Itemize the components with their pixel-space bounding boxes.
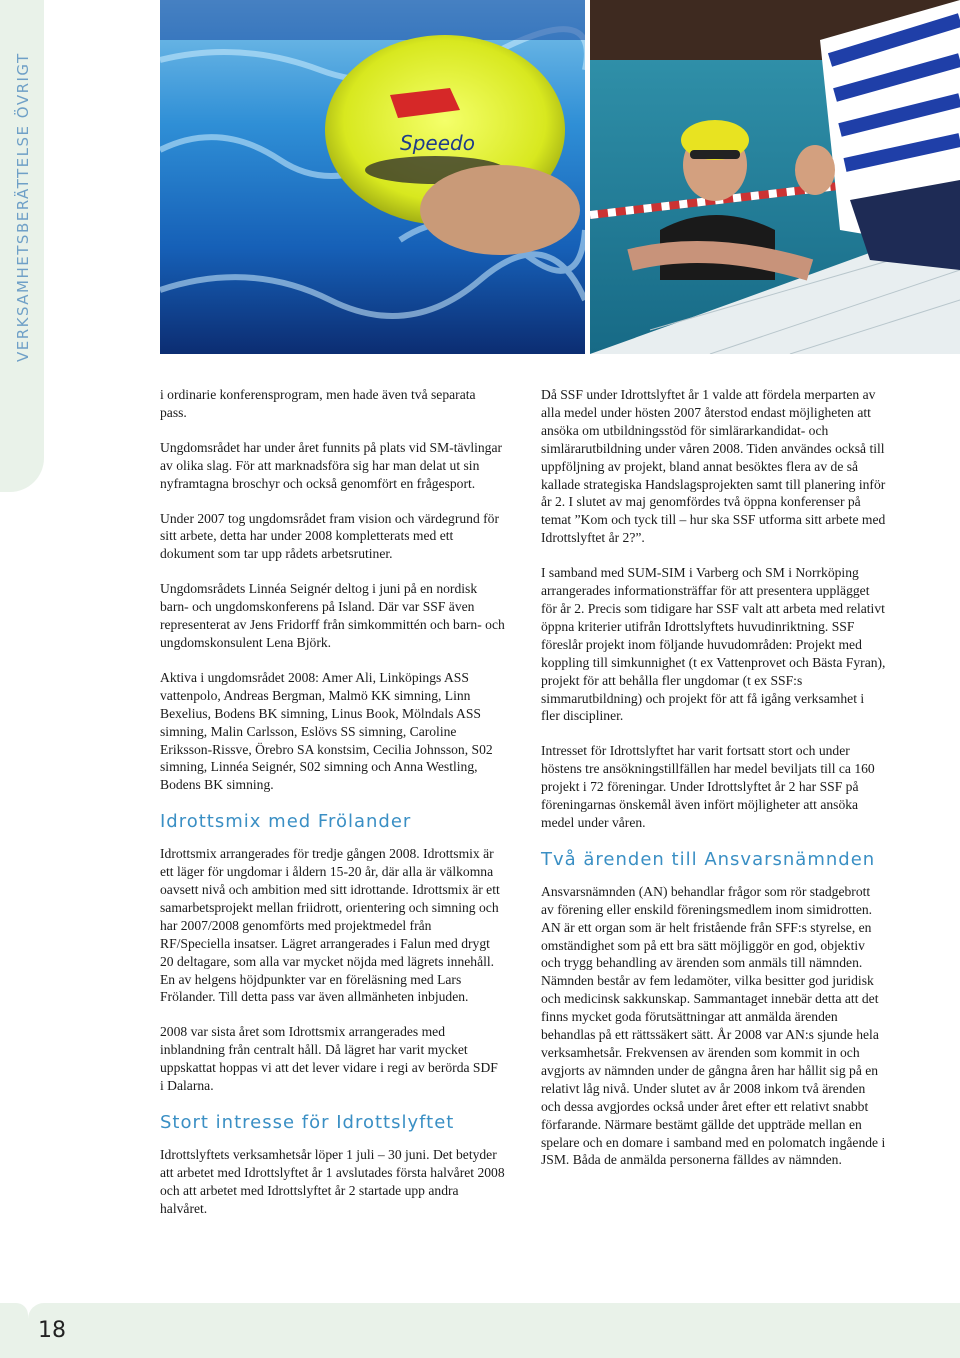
paragraph: Intresset för Idrottslyftet har varit fortsatt stort och under höstens tre ansökningstillfällen har medel beviljats till ca 160 projekt i 72 föreningar. Under Idrottslyftet år 2 har SSF på föreningarnas önskemål även infört möjligheter att ansöka medel under våren. <box>541 743 875 830</box>
paragraph: Då SSF under Idrottslyftet år 1 valde att fördela merparten av alla medel under hösten 2007 återstod endast möjligheten att ansöka om utbildningsstöd för simlärarkandidat- och simlärarutbildning under våren 2008. Tiden användes också till uppföljning av projekt, bland annat besöktes flera av de så kallade strategiska Handslagsprojekten samt till planering inför år 2. I slutet av maj genomfördes två öppna konferenser på temat ”Kom och tyck till – hur ska SSF utforma sitt arbete med Idrottslyftet år 2?”. <box>541 387 886 546</box>
footer-strip <box>28 1303 960 1358</box>
page-number: 18 <box>38 1318 66 1343</box>
right-column <box>541 386 886 1186</box>
paragraph: Ansvarsnämnden (AN) behandlar frågor som rör stadgebrott av förening eller enskild föreningsmedlem inom simidrotten. AN är ett organ som är helt fristående från SFF:s styrelse, en omständighet som på ett bra sätt möjliggör en god, objektiv och trygg behandling av ärenden som anmäls till nämnden. Nämnden består av fem ledamöter, vilka besitter god juridisk och medicinsk sakkunskap. Sammantaget innebär detta att det finns mycket goda förutsättningar att anmälda ärenden behandlas på ett rättssäkert sätt. År 2008 var AN:s sjunde hela verksamhetsår. Frekvensen av ärenden som kommit in och avgjorts av nämnden under de gångna åren har hållit sig på en relativt låg nivå. Under slutet av år 2008 inkom två ärenden och dessa avgjordes också under året efter ett relativt snabbt förfarande. Närmare bestämt gällde det uppträde mellan en spelare och en domare i samband med en polomatch ingående i JSM. Båda de anmälda personerna fälldes av nämnden. <box>541 883 886 1168</box>
footer-tab <box>0 1303 28 1358</box>
paragraph: Aktiva i ungdomsrådet 2008: Amer Ali, Linköpings ASS vattenpolo, Andreas Bergman, Malmö KK simning, Linn Bexelius, Bodens BK simning, Linus Book, Mölndals ASS simning, Malin Carlsson, Eslövs SS simning, Caroline Eriksson-Rissve, Örebro SA konstsim, Cecilia Johnsson, S02 simning, Linnéa Seignér, S02 simning och Anna Westling, Bodens BK simning. <box>160 669 493 793</box>
paragraph: I samband med SUM-SIM i Varberg och SM i Norrköping arrangerades informationsträffar för att presentera upplägget för år 2. Precis som tidigare har SSF valt att arbeta med relativt öppna kriterier utifrån Idrottslyftets huvudinriktning. SSF föreslår projekt inom följande huvudområden: Projekt med koppling till simkunnighet (t ex Vattenprovet och Bästa Fyran), projekt för att behålla fler ungdomar (t ex SSF:s simmarutbildning) och projekt för att få igång verksamhet i fler discipliner. <box>541 565 886 724</box>
cap-brand-text: Speedo <box>400 131 475 155</box>
poolside-photo <box>590 0 960 354</box>
section-label: VERKSAMHETSBERÄTTELSE ÖVRIGT <box>14 52 32 362</box>
heading-ansvarsnamnden: Två ärenden till Ansvarsnämnden <box>541 848 876 870</box>
paragraph: Ungdomsrådet har under året funnits på plats vid SM-tävlingar av olika slag. För att marknadsföra sig har man delat ut sin nyframtagna broschyr och också genomfört en frågesport. <box>160 439 503 491</box>
paragraph: Ungdomsrådets Linnéa Seignér deltog i juni på en nordisk barn- och ungdomskonferens på Island. Där var SSF även representerat av Jens Fridorff från simkommittén och barn- och ungdomskonsulent Lena Björk. <box>160 581 505 650</box>
swimmer-photo <box>160 0 585 354</box>
paragraph: Idrottslyftets verksamhetsår löper 1 juli – 30 juni. Det betyder att arbetet med Idrottslyftet år 1 avslutades första halvåret 2008 och att arbetet med Idrottslyftet år 2 startade upp andra halvåret. <box>160 1147 505 1216</box>
paragraph: Under 2007 tog ungdomsrådet fram vision och värdegrund för sitt arbete, detta har under 2008 kompletterats med ett dokument som tar upp rådets arbetsrutiner. <box>160 510 500 562</box>
heading-idrottsmix: Idrottsmix med Frölander <box>160 811 412 833</box>
paragraph: Idrottsmix arrangerades för tredje gången 2008. Idrottsmix är ett läger för ungdomar i åldern 15-20 år, där alla är välkomna oavsett nivå och ambition med sitt idrottande. Idrottsmix är ett samarbetsprojekt mellan friidrott, orientering och simning och har 2007/2008 genomförts med projektmedel från RF/Speciella insatser. Lägret arrangerades i Falun med drygt 20 deltagare, som alla var mycket nöjda med lägrets innehåll. En av helgens höjdpunkter var en föreläsning med Lars Frölander. Till detta pass var även allmänheten inbjuden. <box>160 846 500 1005</box>
heading-stort-intresse: Stort intresse för Idrottslyftet <box>160 1112 455 1133</box>
section-tab <box>0 0 44 492</box>
left-column <box>160 386 505 1235</box>
paragraph: 2008 var sista året som Idrottsmix arrangerades med inblandning från centralt håll. Då lägret har varit mycket uppskattat hoppas vi att det lever vidare i regi av berörda SDF i Dalarna. <box>160 1024 498 1094</box>
paragraph: i ordinarie konferensprogram, men hade även två separata pass. <box>160 387 476 420</box>
